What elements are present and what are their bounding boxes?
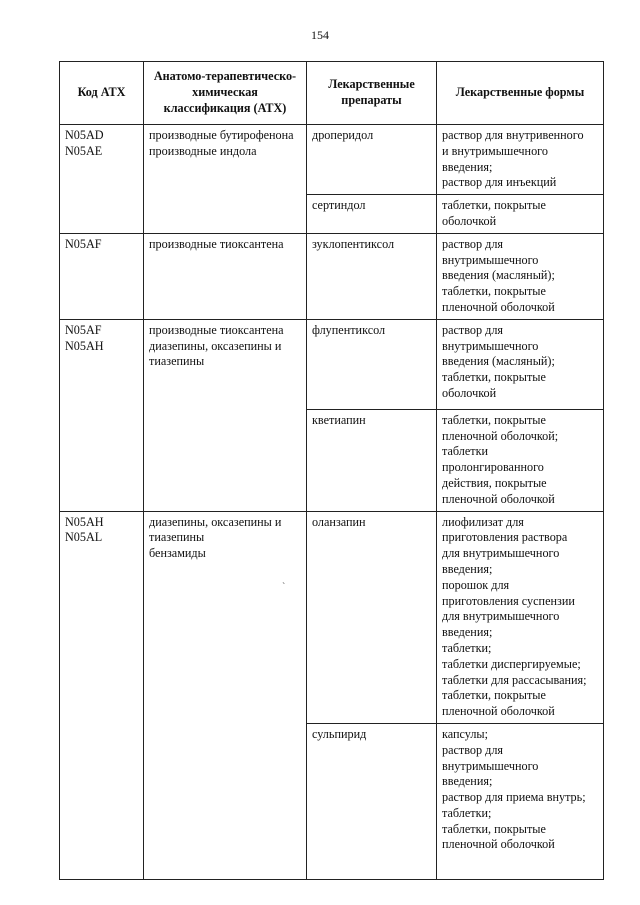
atx-code-cell: [60, 125, 144, 234]
header-code: [60, 62, 144, 125]
drug-name: дроперидол: [312, 128, 374, 142]
classification-line: бензамиды: [149, 546, 206, 561]
dosage-form-line: раствор для приема внутрь;: [442, 790, 586, 805]
dosage-form-line: оболочкой: [442, 385, 497, 400]
header-line: Анатомо-терапевтическо-: [153, 69, 297, 84]
dosage-forms-cell: [437, 319, 604, 409]
dosage-form-line: раствор для: [442, 322, 504, 337]
dosage-form-line: таблетки диспергируемые;: [442, 656, 581, 671]
table-header: [60, 62, 604, 125]
dosage-form-line: действия, покрытые: [442, 475, 547, 490]
dosage-form-line: капсулы;: [442, 726, 488, 741]
dosage-form-line: пленочной оболочкой: [442, 299, 555, 314]
dosage-form-line: раствор для внутривенного: [442, 128, 584, 142]
dosage-forms-cell: [437, 511, 604, 723]
dosage-form-line: оболочкой: [442, 213, 497, 228]
dosage-form-line: лиофилизат для: [442, 514, 524, 529]
atx-code-cell: [60, 319, 144, 511]
dosage-form-line: для внутримышечного: [442, 609, 560, 624]
header-drugs: [307, 62, 437, 125]
dosage-form-line: таблетки, покрытые: [442, 370, 546, 385]
header-line: препараты: [341, 93, 402, 107]
header-line: Лекарственные: [328, 77, 415, 92]
dosage-form-line: введения;: [442, 561, 493, 576]
drug-name: кветиапин: [312, 412, 366, 427]
dosage-form-line: введения;: [442, 625, 493, 640]
classification-line: производные бутирофенона: [149, 128, 294, 142]
dosage-form-line: введения (масляный);: [442, 268, 555, 283]
classification-line: производные тиоксантена: [149, 322, 284, 337]
classification-cell: [144, 511, 307, 879]
header-line: Код АТХ: [77, 85, 126, 100]
atx-code: N05AE: [65, 143, 103, 158]
table-body: [60, 125, 604, 880]
dosage-form-line: внутримышечного: [442, 252, 539, 267]
dosage-forms-cell: [437, 195, 604, 234]
dosage-forms-cell: [437, 409, 604, 511]
drug-cell: [307, 511, 437, 723]
header-classification: [144, 62, 307, 125]
dosage-form-line: пленочной оболочкой: [442, 704, 555, 719]
table-row: [60, 233, 604, 319]
page-number: 154: [311, 28, 329, 42]
dosage-form-line: пролонгированного: [442, 460, 544, 475]
dosage-form-line: внутримышечного: [442, 758, 539, 773]
dosage-form-line: приготовления суспензии: [442, 593, 575, 608]
classification-cell: [144, 319, 307, 511]
drug-cell: [307, 319, 437, 409]
drug-name: зуклопентиксол: [312, 236, 395, 251]
dosage-form-line: порошок для: [442, 577, 510, 592]
drug-cell: [307, 723, 437, 879]
drug-name: сульпирид: [312, 726, 367, 741]
drug-cell: [307, 195, 437, 234]
dosage-forms-cell: [437, 233, 604, 319]
drug-cell: [307, 409, 437, 511]
drug-name: сертиндол: [312, 198, 366, 213]
dosage-form-line: раствор для инъекций: [442, 175, 557, 190]
atx-code: N05AH: [65, 338, 104, 353]
header-forms: [437, 62, 604, 125]
dosage-form-line: пленочной оболочкой: [442, 491, 555, 506]
dosage-form-line: приготовления раствора: [442, 530, 568, 545]
classification-line: диазепины, оксазепины и: [149, 338, 282, 353]
dosage-form-line: таблетки: [442, 444, 489, 459]
dosage-form-line: введения;: [442, 159, 493, 174]
drug-name: оланзапин: [312, 514, 366, 529]
drug-cell: [307, 233, 437, 319]
atx-code: N05AF: [65, 236, 102, 251]
classification-line: диазепины, оксазепины и: [149, 514, 282, 529]
table-row: [60, 125, 604, 195]
dosage-forms-cell: [437, 723, 604, 879]
atx-code: N05AF: [65, 322, 102, 337]
atx-code-cell: [60, 511, 144, 879]
classification-line: тиазепины: [149, 354, 205, 369]
dosage-form-line: введения (масляный);: [442, 354, 555, 369]
atx-table: [59, 61, 604, 880]
classification-line: производные индола: [149, 143, 257, 158]
dosage-form-line: таблетки, покрытые: [442, 412, 546, 427]
atx-code-cell: [60, 233, 144, 319]
dosage-form-line: таблетки, покрытые: [442, 284, 546, 299]
dosage-form-line: таблетки;: [442, 805, 492, 820]
dosage-form-line: внутримышечного: [442, 338, 539, 353]
dosage-form-line: и внутримышечного: [442, 143, 548, 158]
classification-cell: [144, 125, 307, 234]
drug-name: флупентиксол: [312, 322, 386, 337]
dosage-form-line: таблетки;: [442, 640, 492, 655]
header-line: классификация (АТХ): [163, 100, 287, 115]
dosage-form-line: таблетки, покрытые: [442, 688, 546, 703]
dosage-forms-cell: [437, 125, 604, 195]
dosage-form-line: пленочной оболочкой: [442, 837, 555, 852]
classification-cell: [144, 233, 307, 319]
dosage-form-line: таблетки для рассасывания;: [442, 672, 587, 687]
atx-code: N05AH: [65, 514, 104, 529]
atx-code: N05AD: [65, 128, 104, 142]
atx-code: N05AL: [65, 530, 103, 545]
header-row: [60, 62, 604, 125]
table-row: [60, 319, 604, 409]
classification-line: тиазепины: [149, 530, 205, 545]
dosage-form-line: таблетки, покрытые: [442, 821, 546, 836]
classification-line: производные тиоксантена: [149, 236, 284, 251]
dosage-form-line: введения;: [442, 774, 493, 789]
drug-cell: [307, 125, 437, 195]
dosage-form-line: для внутримышечного: [442, 546, 560, 561]
header-line: химическая: [192, 85, 258, 100]
table-row: [60, 511, 604, 723]
header-line: Лекарственные формы: [455, 85, 585, 100]
dosage-form-line: таблетки, покрытые: [442, 198, 546, 213]
dosage-form-line: раствор для: [442, 742, 504, 757]
dosage-form-line: пленочной оболочкой;: [442, 428, 559, 443]
scan-mark: ˋ: [282, 582, 286, 593]
dosage-form-line: раствор для: [442, 236, 504, 251]
